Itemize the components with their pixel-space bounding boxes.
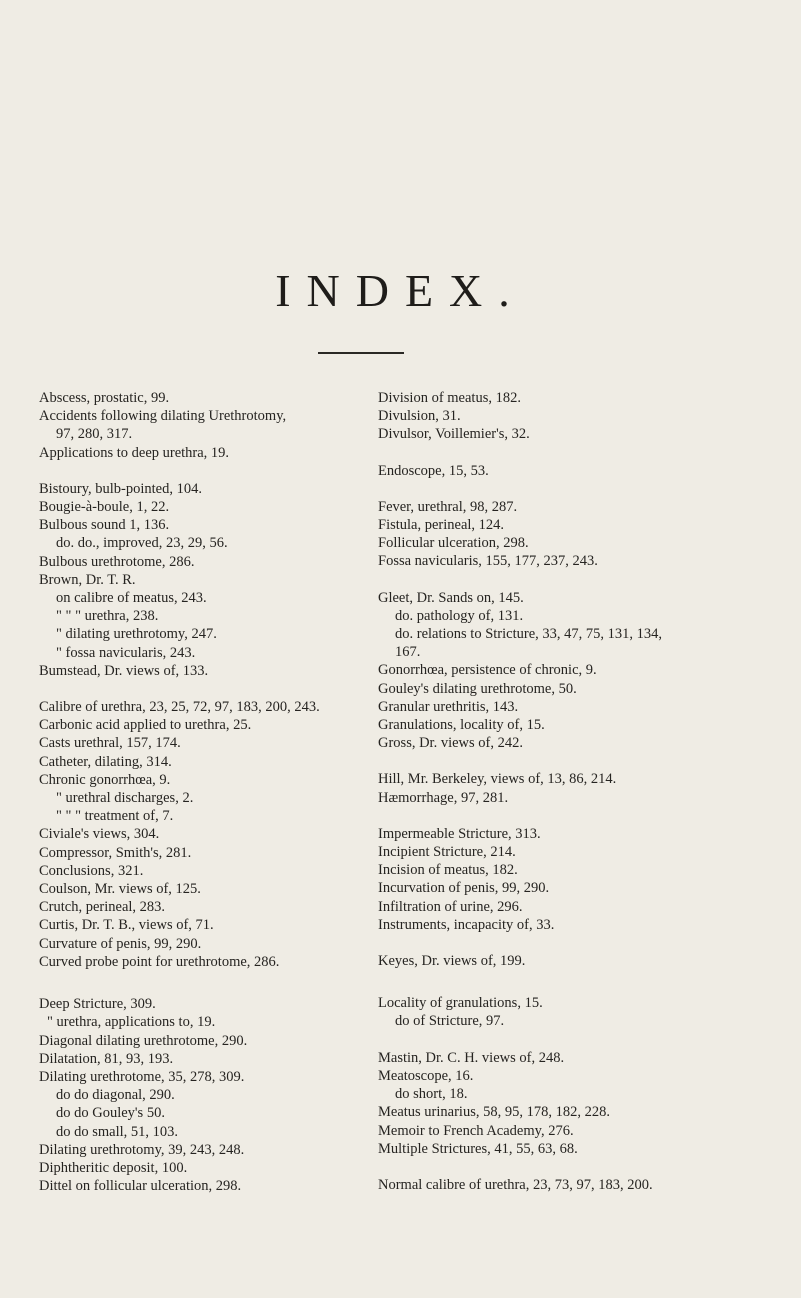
entry-gap [39, 680, 357, 698]
index-entry: Accidents following dilating Urethrotomy, [39, 408, 287, 425]
index-entry: Incision of meatus, 182. [378, 862, 518, 879]
index-entry: Civiale's views, 304. [39, 826, 160, 843]
index-entry: Infiltration of urine, 296. [378, 898, 523, 915]
index-entry: Bistoury, bulb-pointed, 104. [39, 480, 202, 497]
index-entry: Meatus urinarius, 58, 95, 178, 182, 228. [378, 1104, 610, 1121]
index-entry: " dilating urethrotomy, 247. [56, 626, 217, 643]
index-entry: Conclusions, 321. [39, 862, 144, 879]
index-entry: do. pathology of, 131. [395, 607, 524, 624]
page-title: INDEX. [275, 265, 526, 316]
index-entry: Normal calibre of urethra, 23, 73, 97, 183, 200. [378, 1176, 653, 1193]
index-entry: Hæmorrhage, 97, 281. [378, 789, 509, 806]
index-entry: Chronic gonorrhœa, 9. [39, 771, 171, 788]
entry-gap [378, 1158, 778, 1176]
index-entry: Coulson, Mr. views of, 125. [39, 881, 201, 898]
index-entry: Brown, Dr. T. R. [39, 571, 136, 588]
index-entry: do do small, 51, 103. [56, 1123, 179, 1140]
index-entry: Curved probe point for urethrotome, 286. [39, 953, 280, 970]
index-entry: Gross, Dr. views of, 242. [378, 735, 523, 752]
index-column-right [378, 389, 778, 1194]
index-entry: Curvature of penis, 99, 290. [39, 935, 202, 952]
index-entry: Keyes, Dr. views of, 199. [378, 953, 526, 970]
index-entry: Applications to deep urethra, 19. [39, 444, 230, 461]
index-entry: " " " urethra, 238. [56, 608, 159, 625]
index-entry: Curtis, Dr. T. B., views of, 71. [39, 917, 214, 934]
index-entry: Diagonal dilating urethrotome, 290. [39, 1032, 248, 1049]
index-entry: Endoscope, 15, 53. [378, 462, 489, 479]
index-entry: Mastin, Dr. C. H. views of, 248. [378, 1049, 565, 1066]
index-entry: Fever, urethral, 98, 287. [378, 498, 518, 515]
entry-gap [378, 571, 778, 589]
index-entry: Catheter, dilating, 314. [39, 753, 172, 770]
index-entry: " urethra, applications to, 19. [47, 1014, 216, 1031]
index-entry: 97, 280, 317. [56, 426, 133, 443]
index-entry: Gouley's dilating urethrotome, 50. [378, 680, 577, 697]
index-entry: Incurvation of penis, 99, 290. [378, 880, 550, 897]
entry-gap [39, 971, 357, 995]
index-entry: Dilatation, 81, 93, 193. [39, 1050, 174, 1067]
index-entry: on calibre of meatus, 243. [56, 590, 207, 607]
entry-gap [378, 807, 778, 825]
index-entry: Instruments, incapacity of, 33. [378, 916, 555, 933]
index-entry: Memoir to French Academy, 276. [378, 1122, 574, 1139]
index-entry: Granular urethritis, 143. [378, 698, 519, 715]
index-column-left [39, 389, 357, 1195]
entry-gap [378, 752, 778, 770]
entry-gap [378, 1031, 778, 1049]
index-entry: do of Stricture, 97. [395, 1013, 505, 1030]
index-entry: " fossa navicularis, 243. [56, 644, 196, 661]
index-entry: Dittel on follicular ulceration, 298. [39, 1178, 242, 1195]
index-entry: Dilating urethrotome, 35, 278, 309. [39, 1068, 245, 1085]
index-entry: Impermeable Stricture, 313. [378, 825, 541, 842]
index-entry: Casts urethral, 157, 174. [39, 735, 181, 752]
index-entry: Gleet, Dr. Sands on, 145. [378, 589, 524, 606]
index-entry: Division of meatus, 182. [378, 390, 521, 406]
index-entry: do do diagonal, 290. [56, 1087, 175, 1104]
index-entry: Follicular ulceration, 298. [378, 535, 529, 552]
index-entry: Granulations, locality of, 15. [378, 717, 545, 734]
entry-gap [378, 444, 778, 462]
index-entry: Crutch, perineal, 283. [39, 899, 166, 916]
index-entry: do. do., improved, 23, 29, 56. [56, 535, 228, 552]
index-entry: Hill, Mr. Berkeley, views of, 13, 86, 214. [378, 771, 617, 788]
index-entry: Calibre of urethra, 23, 25, 72, 97, 183, 200, 243. [39, 699, 320, 716]
index-entry: Bulbous urethrotome, 286. [39, 553, 195, 570]
index-entry: Dilating urethrotomy, 39, 243, 248. [39, 1141, 245, 1158]
entry-gap [39, 462, 357, 480]
entry-gap [378, 934, 778, 952]
index-entry: do. relations to Stricture, 33, 47, 75, 131, 134, [395, 626, 663, 643]
index-entry: do short, 18. [395, 1086, 468, 1103]
title-rule [318, 352, 404, 354]
index-entry: Deep Stricture, 309. [39, 996, 156, 1013]
index-entry: 167. [395, 644, 421, 661]
entry-gap [378, 970, 778, 994]
index-entry: Bougie-à-boule, 1, 22. [39, 499, 170, 516]
index-entry: " urethral discharges, 2. [56, 790, 194, 807]
index-entry: Locality of granulations, 15. [378, 995, 543, 1012]
index-entry: do do Gouley's 50. [56, 1105, 165, 1122]
index-entry: Incipient Stricture, 214. [378, 844, 516, 861]
index-entry: " " " treatment of, 7. [56, 808, 174, 825]
index-entry: Gonorrhœa, persistence of chronic, 9. [378, 662, 597, 679]
entry-gap [378, 480, 778, 498]
index-entry: Bumstead, Dr. views of, 133. [39, 662, 209, 679]
index-entry: Compressor, Smith's, 281. [39, 844, 192, 861]
index-entry: Meatoscope, 16. [378, 1067, 474, 1084]
index-entry: Fistula, perineal, 124. [378, 517, 505, 534]
index-entry: Fossa navicularis, 155, 177, 237, 243. [378, 553, 598, 570]
index-entry: Divulsor, Voillemier's, 32. [378, 426, 530, 443]
index-entry: Abscess, prostatic, 99. [39, 390, 170, 406]
index-entry: Carbonic acid applied to urethra, 25. [39, 717, 252, 734]
index-entry: Bulbous sound 1, 136. [39, 517, 170, 534]
index-entry: Multiple Strictures, 41, 55, 63, 68. [378, 1140, 578, 1157]
index-entry: Divulsion, 31. [378, 408, 461, 425]
index-entry: Diphtheritic deposit, 100. [39, 1159, 188, 1176]
